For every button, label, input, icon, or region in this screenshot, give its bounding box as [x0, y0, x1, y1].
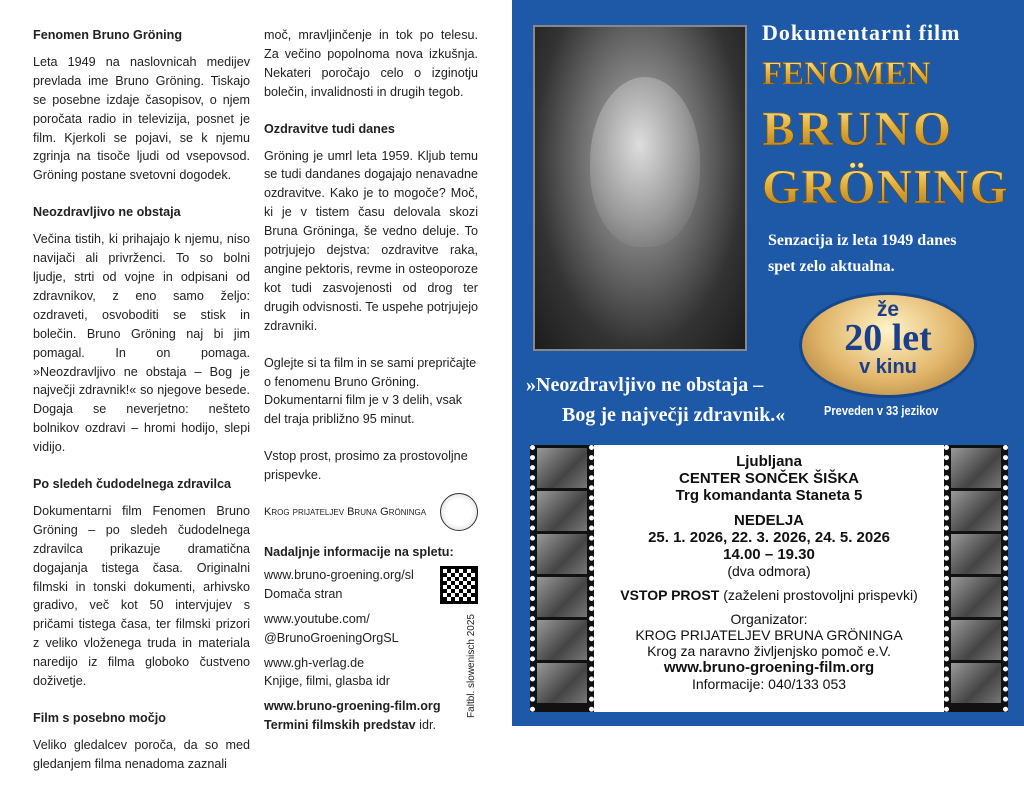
section-text: Gröning je umrl leta 1959. Kljub temu se tudi dandanes dogajajo nenavadne ozdravitve. Kako je to mogoče? Moč, ki je v tistem času delovala skozi Bruna Gröninga, še vedno deluje. To potrjujejo dejstva: ozdravitve raka, angine pektoris, revme in osteoporoze kot tudi zasvojenosti od drog ter drugih odvisnosti. Te uspehe potrjujejo zdravniki. [264, 148, 479, 333]
section-heading: Fenomen Bruno Gröning [33, 28, 183, 42]
event-entry [598, 587, 940, 603]
title-line-1: FENOMEN [762, 56, 931, 92]
link-desc: @BrunoGroeningOrgSL [264, 630, 399, 645]
link-homepage[interactable]: www.bruno-groening.org/sl [264, 567, 414, 582]
column-2 [264, 26, 478, 735]
event-city: Ljubljana [736, 453, 802, 470]
right-page [512, 0, 1024, 726]
link-desc: Domača stran [264, 586, 343, 601]
link-youtube[interactable]: www.youtube.com/ [264, 611, 370, 626]
link-desc: Knjige, filmi, glasba idr [264, 674, 390, 689]
section-heading: Neozdravljivo ne obstaja [33, 205, 181, 220]
subtitle-line: Senzacija iz leta 1949 danes [768, 232, 957, 249]
film-strip-right [944, 445, 1008, 712]
event-day: NEDELJA [733, 512, 804, 529]
title-line-2: BRUNO [762, 101, 954, 156]
badge-line: že [876, 298, 900, 321]
section-heading: Ozdravitve tudi danes [264, 121, 395, 136]
entry-text: Vstop prost, prosimo za prostovoljne prispevke. [264, 449, 468, 483]
event-time: 14.00 – 19.30 [723, 546, 815, 563]
quote-line: »Neozdravljivo ne obstaja – [526, 374, 764, 396]
event-breaks: (dva odmora) [727, 563, 811, 579]
organizer-sub: Krog za naravno življenjsko pomoč e.V. [647, 643, 891, 659]
badge-line: 20 let [844, 317, 932, 359]
column-1 [33, 26, 250, 792]
invite-text: Oglejte si ta film in se sami prepričajte o fenomenu Bruno Gröning. Dokumentarni film je v 3 delih, vsak del traja približno 95 minut. [264, 355, 477, 427]
event-info [598, 453, 940, 692]
event-phone: Informacije: 040/133 053 [691, 676, 847, 692]
entry-bold: VSTOP PROST [620, 587, 720, 603]
logo-text: Krog prijateljev Bruna Gröninga [264, 505, 427, 518]
event-website[interactable]: www.bruno-groening-film.org [663, 659, 875, 676]
entry-text: (zaželeni prostovoljni prispevki) [719, 587, 918, 603]
quote [526, 370, 785, 430]
organizer: KROG PRIJATELJEV BRUNA GRÖNINGA [635, 627, 903, 643]
title-line-3: GRÖNING [762, 159, 1009, 214]
film-strip-left [530, 445, 594, 712]
kicker: Dokumentarni film [762, 20, 961, 45]
print-note: Faltbl. slowenisch 2025 [466, 613, 477, 718]
event-venue: CENTER SONČEK ŠIŠKA [678, 470, 860, 487]
event-address: Trg komandanta Staneta 5 [675, 487, 863, 504]
section-heading: Po sledeh čudodelnega zdravilca [33, 477, 232, 492]
event-dates: 25. 1. 2026, 22. 3. 2026, 24. 5. 2026 [648, 529, 890, 546]
quote-line: Bog je največji zdravnik.« [562, 404, 786, 426]
translated-note: Preveden v 33 jezikov [824, 403, 939, 418]
links-heading: Nadaljnje informacije na spletu: [264, 545, 454, 560]
portrait-seal-icon [440, 493, 478, 531]
subtitle [768, 228, 956, 280]
event-filmstrip-box [530, 445, 1008, 712]
anniversary-badge [802, 295, 974, 395]
link-verlag[interactable]: www.gh-verlag.de [264, 655, 365, 670]
qr-code-icon [440, 566, 478, 604]
link-desc-bold: Termini filmskih predstav [264, 718, 416, 733]
section-text: Leta 1949 na naslovnicah medijev prevlada ime Bruno Gröning. Tiskajo se posebne izdaje časopisov, o njem poročata radio in televizija, posnet je film. Kjerkoli se pojavi, se k njemu zgrinja na tisoče ljudi od vsepovsod. Gröning postane svetovni dogodek. [33, 54, 250, 183]
portrait-photo [533, 25, 747, 351]
organizer-label: Organizator: [730, 611, 808, 627]
section-text: Večina tistih, ki prihajajo k njemu, niso navijači ali privrženci. To so bolni ljudje, strti od vojne in odpisani od zdravnikov, z eno samo željo: ozdraveti, osvoboditi se stisk in bolečin. Bruno Gröning naj bi jim pomagal. In on pomaga. »Neozdravljivo ne obstaja – Bog je največji zdravnik!« so njegove besede. Dogaja se neverjetno: nešteto bolnikov ozdravi – hromi hodijo, slepi vidijo. [33, 232, 250, 455]
section-text: Veliko gledalcev poroča, da so med gledanjem filma nenadoma zaznali [33, 737, 250, 771]
continued-text: moč, mravljinčenje in tok po telesu. Za večino popolnoma nova izkušnja. Nekateri poročajo celo o izginotju bolečin, invalidnosti in drugih tegob. [264, 28, 478, 99]
section-text: Dokumentarni film Fenomen Bruno Gröning – po sledeh čudodelnega zdravilca prikazuje dramatična dogajanja tistega časa. Originalni filmski in tonski dokumenti, arhivsko gradivo, več kot 50 intervjujev s pričami tistega časa, ter filmski prizori z veliko vloženega truda in materiala naredijo iz filma globoko čustveno doživetje. [33, 503, 250, 689]
logo [264, 493, 478, 531]
link-desc: idr. [415, 718, 436, 733]
subtitle-line: spet zelo aktualna. [768, 258, 895, 275]
link-film[interactable]: www.bruno-groening-film.org [264, 699, 441, 714]
badge-line: v kinu [859, 356, 917, 378]
section-heading: Film s posebno močjo [33, 711, 166, 725]
